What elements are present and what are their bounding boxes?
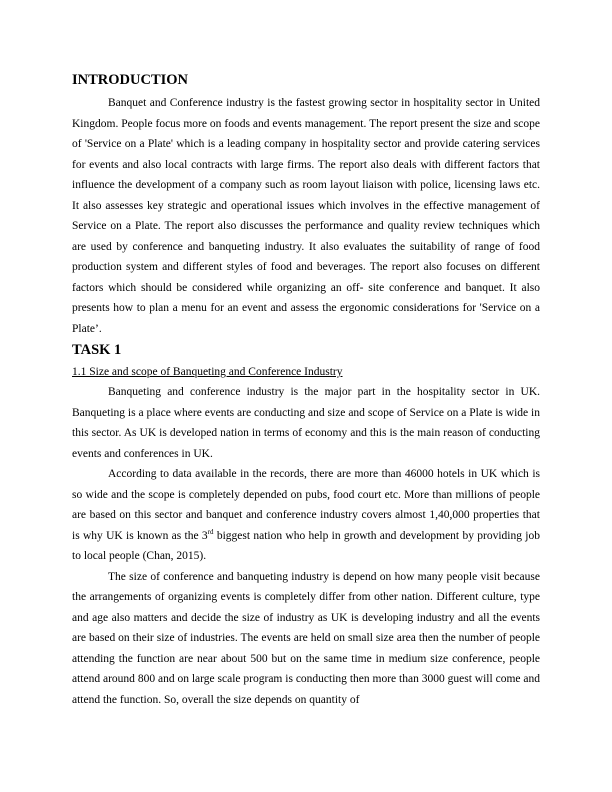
paragraph-2-text-start: According to data available in the records, there are more than 46000 hotels in UK which is so wide and the scope is completely depended on pubs, food court etc. More than millions of people are based on this sector and banquet and conference industry covers almost 1,40,000 properties that is why UK is known as the 3 [72,468,540,542]
task-1-heading: TASK 1 [72,342,122,358]
task-1-paragraph-2 [72,464,540,567]
task-1-paragraph-1: Banqueting and conference industry is the major part in the hospitality sector in UK. Banqueting is a place where events are conducting and size and scope of Service on a Plate is wide in this sector. As UK is developed nation in terms of economy and this is the main reason of conducting events and conferences in UK. [72,386,540,460]
ordinal-superscript: rd [207,527,214,536]
task-1-paragraph-3: The size of conference and banqueting industry is depend on how many people visit because the arrangements of organizing events is completely differ from other nation. Different culture, type and age also matters and decide the size of industry as UK is developing industry and all the events are based on their size of industries. The events are held on small size area then the number of people attending the function are near about 500 but on the same time in medium size conference, people attend around 800 and on large scale program is conducting then more than 3000 guest will come and attend the function. So, overall the size depends on quantity of [72,570,540,706]
introduction-paragraph: Banquet and Conference industry is the fastest growing sector in hospitality sector in United Kingdom. People focus more on foods and events management. The report present the size and scope of 'Service on a Plate' which is a leading company in hospitality sector and provide catering services for events and also local contracts with large firms. The report also deals with different factors that influence the development of a company such as room layout liaison with police, licensing laws etc. It also assesses key strategic and operational issues which involves in the effective management of Service on a Plate. The report also discusses the performance and quality review techniques which are used by conference and banqueting industry. It also evaluates the suitability of range of food production system and different styles of food and beverages. The report also focuses on different factors which should be considered while organizing an off- site conference and banquet. It also presents how to plan a menu for an event and assess the ergonomic considerations for 'Service on a Plate’. [72,97,540,335]
paragraph-2-text-end: biggest nation who help in growth and development by providing job to local people (Chan, 2015). [72,529,540,562]
introduction-heading: INTRODUCTION [72,72,189,88]
document-page [72,70,540,710]
section-1-1-subheading: 1.1 Size and scope of Banqueting and Conference Industry [72,366,343,378]
